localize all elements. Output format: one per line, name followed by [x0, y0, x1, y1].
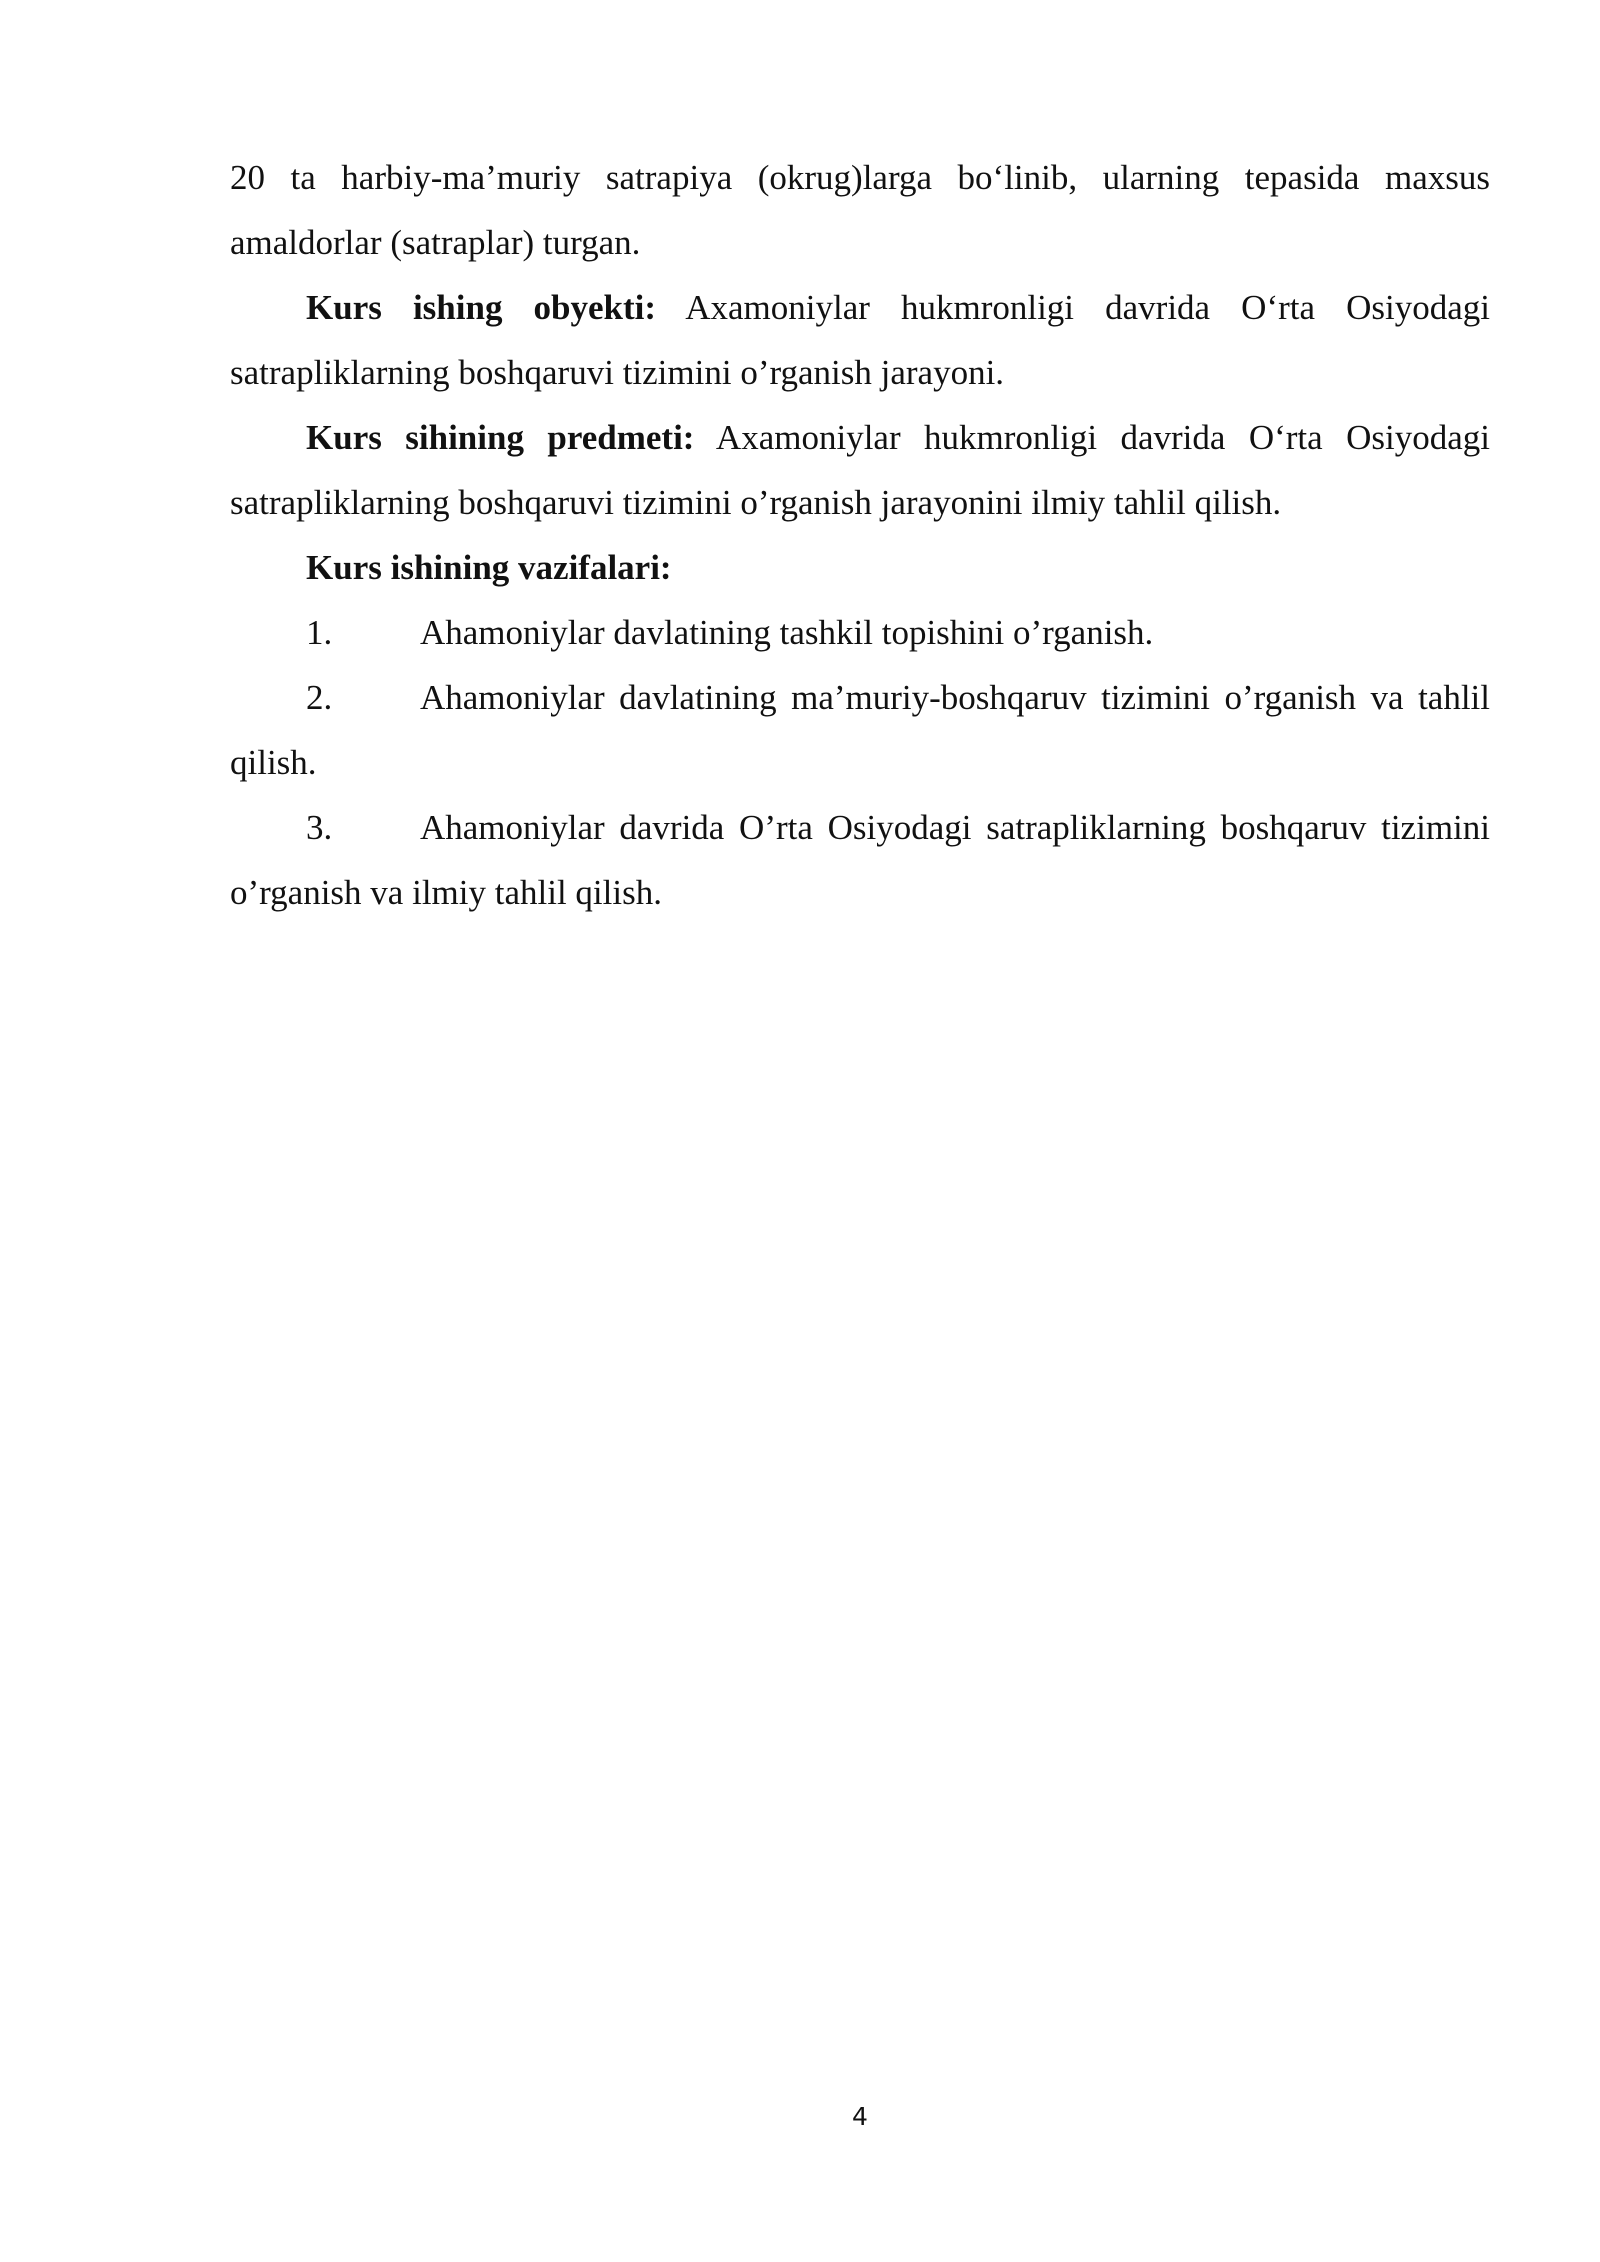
task-number: 1. — [306, 613, 333, 652]
paragraph-intro: 20 ta harbiy-ma’muriy satrapiya (okrug)larga bo‘linib, ularning tepasida maxsus amaldorlar (satraplar) turgan. — [230, 158, 1490, 262]
subject-text: Axamoniylar hukmronligi davrida O‘rta Osiyodagi satrapliklarning boshqaruvi tizimini o’rganish jarayonini ilmiy tahlil qilish. — [230, 418, 1490, 522]
task-text: Ahamoniylar davlatining tashkil topishini o’rganish. — [420, 613, 1154, 652]
task-item-2 — [230, 665, 1490, 795]
tasks-heading: Kurs ishining vazifalari: — [306, 548, 672, 587]
task-number: 3. — [306, 808, 333, 847]
document-body — [230, 145, 1490, 925]
task-item-1 — [230, 600, 1490, 665]
subject-label: Kurs sihining predmeti: — [306, 418, 695, 457]
task-item-3 — [230, 795, 1490, 925]
paragraph-subject — [230, 405, 1490, 535]
task-number: 2. — [306, 678, 333, 717]
page-number: 4 — [852, 2102, 868, 2131]
object-text: Axamoniylar hukmronligi davrida O‘rta Osiyodagi satrapliklarning boshqaruvi tizimini o’rganish jarayoni. — [230, 288, 1490, 392]
object-label: Kurs ishing obyekti: — [306, 288, 657, 327]
task-text: Ahamoniylar davlatining ma’muriy-boshqaruv tizimini o’rganish va tahlil qilish. — [230, 678, 1490, 782]
task-text: Ahamoniylar davrida O’rta Osiyodagi satrapliklarning boshqaruv tizimini o’rganish va ilmiy tahlil qilish. — [230, 808, 1490, 912]
paragraph-object — [230, 275, 1490, 405]
